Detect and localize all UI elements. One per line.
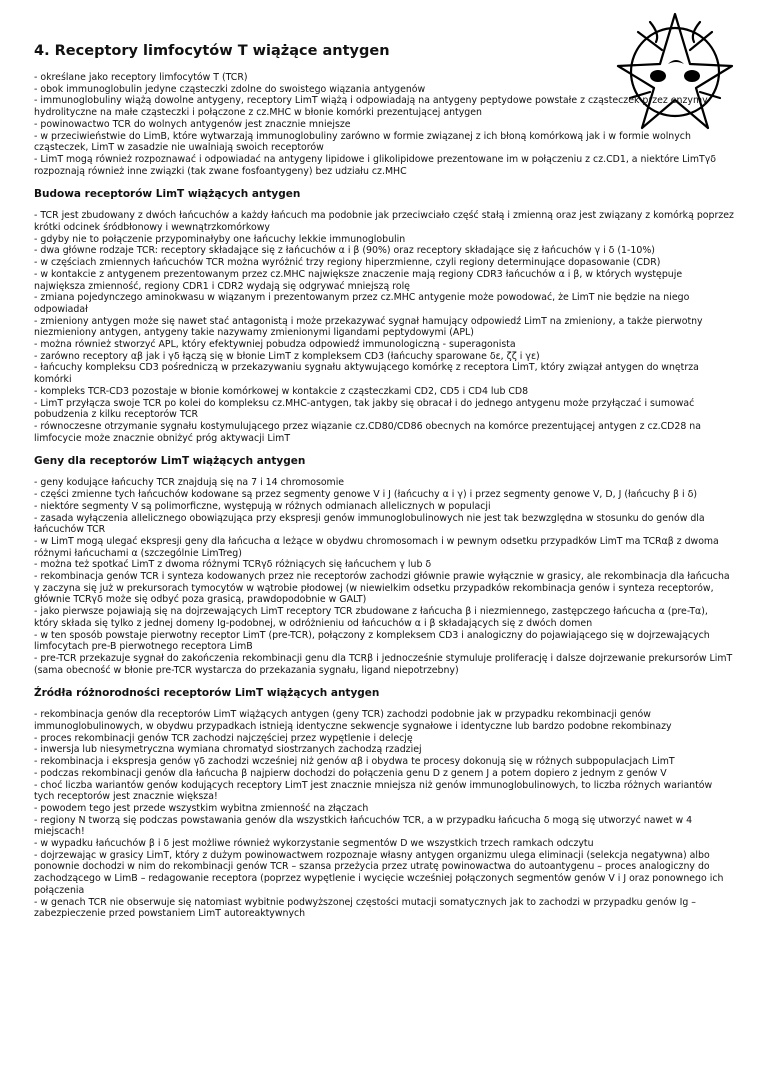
section-list-item: - LimT przyłącza swoje TCR po kolei do kompleksu cz.MHC-antygen, tak jakby się obracał i do jednego antygenu może przyłączać i sumować pobudzenia z kilku receptorów TCR <box>34 397 695 421</box>
section-list-item: - inwersja lub niesymetryczna wymiana chromatyd siostrzanych zachodzą rzadziej <box>34 744 422 756</box>
section-list-item: - podczas rekombinacji genów dla łańcucha β najpierw dochodzi do połączenia genu D z genem J a potem dopiero z jednym z genów V <box>34 767 667 779</box>
section-list-item: - gdyby nie to połączenie przypominałyby one łańcuchy lekkie immunoglobulin <box>34 233 406 245</box>
section-list-item: - zmieniony antygen może się nawet stać antagonistą i może przekazywać sygnał hamujący odpowiedź LimT na zmieniony, a także pierwotny niezmieniony antygen, antygeny takie nazywamy zmienionymi ligandami peptydowymi (APL) <box>34 315 703 339</box>
intro-list-item: - immunoglobuliny wiążą dowolne antygeny, receptory LimT wiążą i odpowiadają na antygeny peptydowe powstałe z cząsteczek przez enzymy hydrolityczne na małe cząsteczki i połączone z cz.MHC w błonie komórki prezentującej antygen <box>34 95 708 119</box>
section <box>34 686 734 920</box>
section-list-item: - równoczesne otrzymanie sygnału kostymulującego przez wiązanie cz.CD80/CD86 obecnych na komórce prezentującej antygen z cz.CD28 na limfocycie może znacznie obniżyć próg aktywacji LimT <box>34 420 701 444</box>
section-list-item: - rekombinacja genów TCR i synteza kodowanych przez nie receptorów zachodzi głównie prawie wyłącznie w grasicy, ale rekombinacja dla łańcucha γ zaczyna się już w prekursorach tymocytów w wątrobie płodowej (w niewielkim odsetku przypadków rekombinacja genów i synteza receptorów, głównie TCRγδ może się odbyć poza grasicą, prawdopodobnie w GALT) <box>34 571 730 606</box>
section-list-item: - rekombinacja genów dla receptorów LimT wiążących antygen (geny TCR) zachodzi podobnie jak w przypadku rekombinacji genów immunoglobulinowych, w obydwu przypadkach istnieją identyczne sekwencje sygnałowe i identyczne lub bardzo podobne rekombinazy <box>34 709 672 733</box>
section-list <box>34 709 734 920</box>
section-list <box>34 210 734 444</box>
sections-container <box>34 187 734 920</box>
intro-list-item: - w przeciwieństwie do LimB, które wytwarzają immunoglobuliny zarówno w formie związanej z ich błoną komórkową jak i w formie wolnych cząsteczek, LimT w zasadzie nie uwalniają swoich receptorów <box>34 130 691 154</box>
section-list-item: - można również stworzyć APL, który efektywniej pobudza odpowiedź immunologiczną - superagonista <box>34 339 516 351</box>
intro-list-item: - obok immunoglobulin jedyne cząsteczki zdolne do swoistego wiązania antygenów <box>34 83 426 95</box>
section-list-item: - zasada wyłączenia allelicznego obowiązująca przy ekspresji genów immunoglobulinowych nie jest tak bezwzględna w stosunku do genów dla łańcuchów TCR <box>34 512 705 536</box>
section-heading: Źródła różnorodności receptorów LimT wiążących antygen <box>34 687 380 700</box>
document-content <box>34 42 734 930</box>
section-list-item: - rekombinacja i ekspresja genów γδ zachodzi wcześniej niż genów αβ i obydwa te procesy dokonują się w różnych subpopulacjach LimT <box>34 756 675 768</box>
section-list-item: - w LimT mogą ulegać ekspresji geny dla łańcucha α leżące w obydwu chromosomach i w pewnym odsetku przypadków LimT ma TCRαβ z dwoma różnymi łańcuchami α (szczególnie LimTreg) <box>34 535 719 559</box>
section-list-item: - powodem tego jest przede wszystkim wybitna zmienność na złączach <box>34 802 369 814</box>
section-list-item: - TCR jest zbudowany z dwóch łańcuchów a każdy łańcuch ma podobnie jak przeciwciało część stałą i zmienną oraz jest związany z komórką poprzez krótki odcinek śródbłonowy i wewnątrzkomórkowy <box>34 210 734 234</box>
section-list-item: - w genach TCR nie obserwuje się natomiast wybitnie podwyższonej częstości mutacji somatycznych jak to zachodzi w przypadku genów Ig – zabezpieczenie przed powstaniem LimT autoreaktywnych <box>34 896 696 920</box>
section-list-item: - w częściach zmiennych łańcuchów TCR można wyróżnić trzy regiony hiperzmienne, czyli regiony determinujące dopasowanie (CDR) <box>34 257 661 269</box>
section-list-item: - dojrzewając w grasicy LimT, który z dużym powinowactwem rozpoznaje własny antygen organizmu ulega eliminacji (selekcja negatywna) albo ponownie dochodzi w nim do rekombinacji genów TCR – szansa przeżycia przez utratę powinowactwa do autoantygenu – proces analogiczny do zachodzącego w LimB – redagowanie receptora (poprzez wypętlenie i wycięcie wcześniej połączonych segmentów genów V i J oraz ponownego ich połączenia <box>34 849 724 896</box>
intro-section <box>34 72 734 177</box>
section <box>34 454 734 676</box>
section-list-item: - jako pierwsze pojawiają się na dojrzewających LimT receptory TCR zbudowane z łańcucha β i niezmiennego, zastępczego łańcucha α (pre-Tα), który składa się tylko z jednej domeny Ig-podobnej, w odróżnieniu od łańcuchów α i β składających się z dwóch domen <box>34 606 708 629</box>
section-list-item: - można też spotkać LimT z dwoma różnymi TCRγδ różniących się łańcuchem γ lub δ <box>34 559 432 571</box>
section-list-item: - w kontakcie z antygenem prezentowanym przez cz.MHC największe znaczenie mają regiony CDR3 łańcuchów α i β, w których występuje największa zmienność, regiony CDR1 i CDR2 wydają się odgrywać mniejszą rolę <box>34 268 683 292</box>
intro-list-item: - LimT mogą również rozpoznawać i odpowiadać na antygeny lipidowe i glikolipidowe prezentowane im w połączeniu z cz.CD1, a niektóre LimTγδ rozpoznają również inne związki (tak zwane fosfoantygeny) bez udziału cz.MHC <box>34 153 717 177</box>
section-list <box>34 477 734 676</box>
intro-list-item: - określane jako receptory limfocytów T (TCR) <box>34 72 248 83</box>
section-heading: Budowa receptorów LimT wiążących antygen <box>34 188 301 201</box>
section-list-item: - łańcuchy kompleksu CD3 pośredniczą w przekazywaniu sygnału aktywującego komórkę z receptora LimT, który związał antygen do wnętrza komórki <box>34 362 699 386</box>
intro-list <box>34 72 734 177</box>
section-list-item: - kompleks TCR-CD3 pozostaje w błonie komórkowej w kontakcie z cząsteczkami CD2, CD5 i CD4 lub CD8 <box>34 385 529 397</box>
section-list-item: - pre-TCR przekazuje sygnał do zakończenia rekombinacji genu dla TCRβ i jednocześnie stymuluje proliferację i dalsze dojrzewanie prekursorów LimT (sama obecność w błonie pre-TCR wystarcza do przekazania sygnału, ligand niepotrzebny) <box>34 652 733 676</box>
section-list-item: - choć liczba wariantów genów kodujących receptory LimT jest znacznie mniejsza niż genów immunoglobulinowych, to liczba różnych wariantów tych receptorów jest znacznie większa! <box>34 779 713 803</box>
section-list-item: - w wypadku łańcuchów β i δ jest możliwe również wykorzystanie segmentów D we wszystkich trzech ramkach odczytu <box>34 838 594 850</box>
section-list-item: - zarówno receptory αβ jak i γδ łączą się w błonie LimT z kompleksem CD3 (łańcuchy sparowane δε, ζζ i γε) <box>34 350 540 362</box>
section-list-item: - proces rekombinacji genów TCR zachodzi najczęściej przez wypętlenie i delecję <box>34 732 413 744</box>
section-list-item: - zmiana pojedynczego aminokwasu w wiązanym i prezentowanym przez cz.MHC antygenie może powodować, że LimT nie będzie na niego odpowiadał <box>34 292 690 315</box>
section-list-item: - części zmienne tych łańcuchów kodowane są przez segmenty genowe V i J (łańcuchy α i γ) i przez segmenty genowe V, D, J (łańcuchy β i δ) <box>34 489 697 501</box>
section-list-item: - geny kodujące łańcuchy TCR znajdują się na 7 i 14 chromosomie <box>34 477 345 489</box>
section-list-item: - regiony N tworzą się podczas powstawania genów dla wszystkich łańcuchów TCR, a w przypadku łańcucha δ mogą się utworzyć nawet w 4 miejscach! <box>34 814 693 838</box>
section-list-item: - dwa główne rodzaje TCR: receptory składające się z łańcuchów α i β (90%) oraz receptory składające się z łańcuchów γ i δ (1-10%) <box>34 245 655 257</box>
section-heading: Geny dla receptorów LimT wiążących antygen <box>34 455 306 468</box>
section-list-item: - w ten sposób powstaje pierwotny receptor LimT (pre-TCR), połączony z kompleksem CD3 i analogiczny do pojawiającego się w dojrzewających limfocytach pre-B pierwotnego receptora LimB <box>34 629 710 653</box>
section <box>34 187 734 444</box>
intro-list-item: - powinowactwo TCR do wolnych antygenów jest znacznie mniejsze <box>34 118 351 130</box>
page-title: 4. Receptory limfocytów T wiążące antygen <box>34 43 390 59</box>
section-list-item: - niektóre segmenty V są polimorficzne, występują w różnych odmianach allelicznych w populacji <box>34 500 491 512</box>
